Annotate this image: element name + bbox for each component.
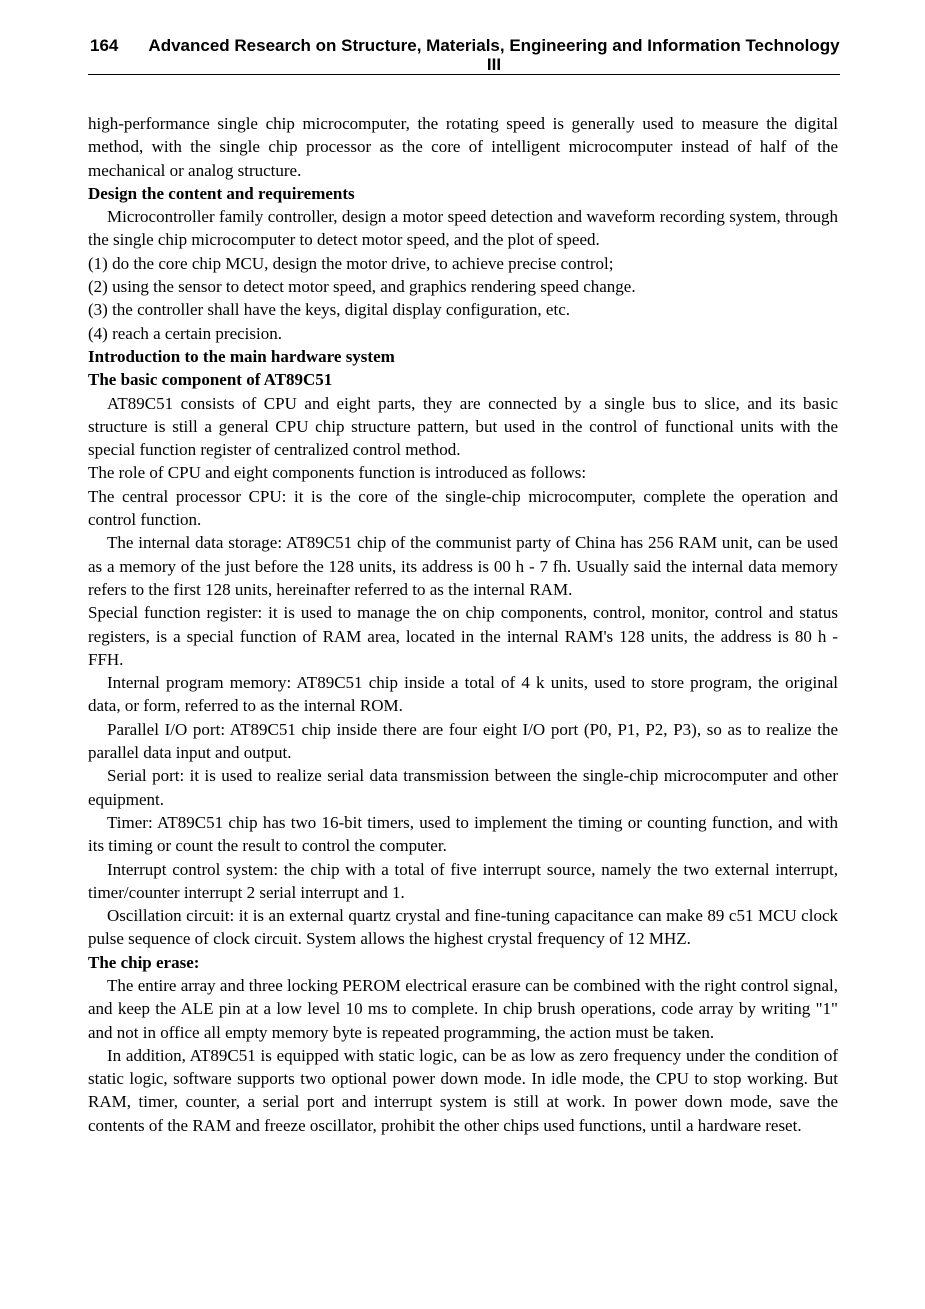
paragraph: Timer: AT89C51 chip has two 16-bit timers, used to implement the timing or counting function, and with its timing or count the result to control the computer. [88,812,838,856]
paragraph: The internal data storage: AT89C51 chip of the communist party of China has 256 RAM unit, can be used as a memory of the just before the 128 units, its address is 00 h - 7 fh. Usually said the internal data memory refers to the first 128 units, hereinafter referred to as the internal RAM. [88,533,838,599]
paragraph: Microcontroller family controller, design a motor speed detection and waveform recording system, through the single chip microcomputer to detect motor speed, and the plot of speed. [88,207,838,250]
list-item: (2) using the sensor to detect motor speed, and graphics rendering speed change. [88,277,636,297]
running-title: Advanced Research on Structure, Materials, Engineering and Information Technology III [148,36,840,74]
paragraph: high-performance single chip microcomputer, the rotating speed is generally used to measure the digital method, with the single chip processor as the core of intelligent microcomputer instead of half of the mechanical or analog structure. [88,114,838,180]
section-heading: Design the content and requirements [88,183,355,203]
list-item: (4) reach a certain precision. [88,323,282,343]
paragraph: Special function register: it is used to manage the on chip components, control, monitor, control and status registers, is a special function of RAM area, located in the internal RAM's 128 units, the address is 80 h - FFH. [88,603,838,669]
paragraph: AT89C51 consists of CPU and eight parts, they are connected by a single bus to slice, and its basic structure is still a general CPU chip structure pattern, but used in the control of functional units with the special function register of centralized control method. [88,393,838,460]
paragraph: Interrupt control system: the chip with a total of five interrupt source, namely the two external interrupt, timer/counter interrupt 2 serial interrupt and 1. [88,859,838,902]
header-rule [88,74,840,75]
section-heading: Introduction to the main hardware system [88,346,395,366]
paragraph: The role of CPU and eight components function is introduced as follows: [88,463,587,483]
section-heading: The basic component of AT89C51 [88,370,333,390]
paragraph: Oscillation circuit: it is an external quartz crystal and fine-tuning capacitance can make 89 c51 MCU clock pulse sequence of clock circuit. System allows the highest crystal frequency of 12 MHZ. [88,906,838,949]
paragraph: The entire array and three locking PEROM electrical erasure can be combined with the right control signal, and keep the ALE pin at a low level 10 ms to complete. In chip brush operations, code array by writing "1" and not in office all empty memory byte is repeated programming, the action must be taken. [88,975,838,1042]
paragraph: In addition, AT89C51 is equipped with static logic, can be as low as zero frequency under the condition of static logic, software supports two optional power down mode. In idle mode, the CPU to stop working. But RAM, timer, counter, a serial port and interrupt system is still at work. In power down mode, save the contents of the RAM and freeze oscillator, prohibit the other chips used functions, until a hardware reset. [88,1045,838,1135]
paragraph: The central processor CPU: it is the core of the single-chip microcomputer, complete the operation and control function. [88,486,838,530]
list-item: (1) do the core chip MCU, design the motor drive, to achieve precise control; [88,253,614,273]
paragraph: Serial port: it is used to realize serial data transmission between the single-chip microcomputer and other equipment. [88,766,838,809]
paragraph: Parallel I/O port: AT89C51 chip inside there are four eight I/O port (P0, P1, P2, P3), so as to realize the parallel data input and output. [88,719,838,763]
running-header [88,36,840,74]
body-text [88,112,838,1137]
paragraph: Internal program memory: AT89C51 chip inside a total of 4 k units, used to store program, the original data, or form, referred to as the internal ROM. [88,673,838,716]
page-number: 164 [90,36,119,55]
list-item: (3) the controller shall have the keys, digital display configuration, etc. [88,300,570,320]
section-heading: The chip erase: [88,952,200,972]
